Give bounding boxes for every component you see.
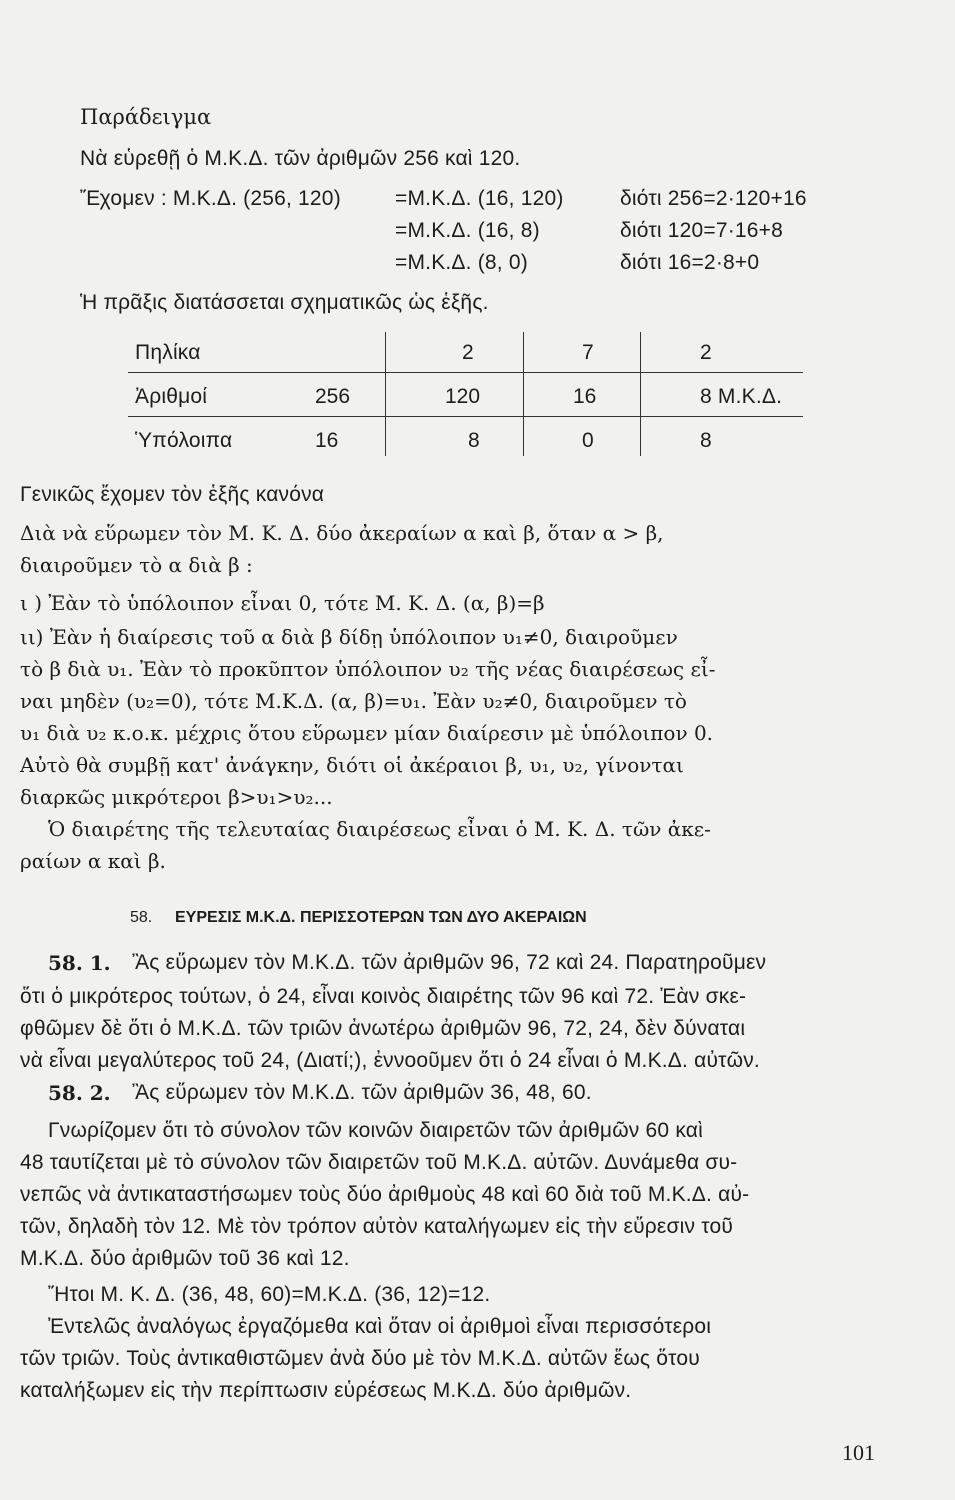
p2-line-3: νεπῶς νὰ ἀντικαταστήσωμεν τοὺς δύο ἀριθμοὺς 48 καὶ 60 διὰ τοῦ Μ.Κ.Δ. αὐ- xyxy=(20,1183,750,1206)
p1-line-3: φθῶμεν δὲ ὅτι ὁ Μ.Κ.Δ. τῶν τριῶν ἀνωτέρω ἀριθμῶν 96, 72, 24, δὲν δύναται xyxy=(20,1017,746,1040)
remainder-3: 0 xyxy=(582,429,594,452)
scheme-intro: Ἡ πρᾶξις διατάσσεται σχηματικῶς ὡς ἑξῆς. xyxy=(80,291,489,314)
number-1: 256 xyxy=(315,385,351,408)
row-label-quotients: Πηλίκα xyxy=(135,341,201,364)
number-2: 120 xyxy=(445,385,481,408)
p2-line-8: τῶν τριῶν. Τοὺς ἀντικαθιστῶμεν ἀνὰ δύο μὲ τὸν Μ.Κ.Δ. αὐτῶν ἕως ὅτου xyxy=(20,1347,700,1370)
rule-line-10: Ὁ διαιρέτης τῆς τελευταίας διαιρέσεως εἶναι ὁ Μ. Κ. Δ. τῶν ἀκε- xyxy=(48,817,711,841)
p2-line-1: Γνωρίζομεν ὅτι τὸ σύνολον τῶν κοινῶν διαιρετῶν τῶν ἀριθμῶν 60 καὶ xyxy=(48,1119,703,1142)
quotient-2: 7 xyxy=(582,341,594,364)
section-number: 58. xyxy=(130,909,153,926)
remainder-4: 8 xyxy=(700,429,712,452)
remainder-2: 8 xyxy=(468,429,480,452)
quotient-3: 2 xyxy=(700,341,712,364)
step-1-reason: διότι 256=2·120+16 xyxy=(620,187,807,210)
example-heading: Παράδειγμα xyxy=(80,105,212,129)
rule-line-2: διαιροῦμεν τὸ α διὰ β : xyxy=(20,553,253,577)
step-1-left: Ἔχομεν : Μ.Κ.Δ. (256, 120) xyxy=(80,187,341,210)
p1-label: 58. 1. xyxy=(48,951,111,975)
rule-line-5: τὸ β διὰ υ₁. Ἐὰν τὸ προκῦπτον ὑπόλοιπον υ₂ τῆς νέας διαιρέσεως εἶ- xyxy=(20,657,716,681)
quotient-1: 2 xyxy=(462,341,474,364)
p2-line-7: Ἐντελῶς ἀναλόγως ἐργαζόμεθα καὶ ὅταν οἱ ἀριθμοὶ εἶναι περισσότεροι xyxy=(48,1315,712,1338)
p2-line-9: καταλήξωμεν εἰς τὴν περίπτωσιν εὑρέσεως Μ.Κ.Δ. δύο ἀριθμῶν. xyxy=(20,1379,632,1402)
p2-line-5: Μ.Κ.Δ. δύο ἀριθμῶν τοῦ 36 καὶ 12. xyxy=(20,1247,350,1270)
section-title: ΕΥΡΕΣΙΣ Μ.Κ.Δ. ΠΕΡΙΣΣΟΤΕΡΩΝ ΤΩΝ ΔΥΟ ΑΚΕΡΑΙΩΝ xyxy=(175,909,587,926)
row-label-numbers: Ἀριθμοί xyxy=(135,385,208,408)
rule-line-9: διαρκῶς μικρότεροι β>υ₁>υ₂... xyxy=(20,785,333,809)
step-2-right: =Μ.Κ.Δ. (16, 8) xyxy=(395,219,540,242)
rule-line-3: ι ) Ἐὰν τὸ ὑπόλοιπον εἶναι 0, τότε Μ. Κ. Δ. (α, β)=β xyxy=(20,591,545,615)
table-vrule-3 xyxy=(640,332,641,456)
example-intro: Νὰ εὑρεθῇ ὁ Μ.Κ.Δ. τῶν ἀριθμῶν 256 καὶ 120. xyxy=(80,147,521,170)
table-vrule-1 xyxy=(385,332,386,456)
row-label-remainders: Ὑπόλοιπα xyxy=(135,429,233,452)
p1-line-4: νὰ εἶναι μεγαλύτερος τοῦ 24, (Διατί;), ἐννοοῦμεν ὅτι ὁ 24 εἶναι ὁ Μ.Κ.Δ. αὐτῶν. xyxy=(20,1049,760,1072)
rule-line-4: ιι) Ἐὰν ἡ διαίρεσις τοῦ α διὰ β δίδῃ ὑπόλοιπον υ₁≠0, διαιροῦμεν xyxy=(20,625,678,649)
rule-line-6: ναι μηδὲν (υ₂=0), τότε Μ.Κ.Δ. (α, β)=υ₁. Ἐὰν υ₂≠0, διαιροῦμεν τὸ xyxy=(20,689,687,713)
p2-line-6: Ἤτοι Μ. Κ. Δ. (36, 48, 60)=Μ.Κ.Δ. (36, 12)=12. xyxy=(48,1283,491,1306)
p2-line-2: 48 ταυτίζεται μὲ τὸ σύνολον τῶν διαιρετῶν τοῦ Μ.Κ.Δ. αὐτῶν. Δυνάμεθα συ- xyxy=(20,1151,738,1174)
rule-line-7: υ₁ διὰ υ₂ κ.ο.κ. μέχρις ὅτου εὕρωμεν μίαν διαίρεσιν μὲ ὑπόλοιπον 0. xyxy=(20,721,714,745)
p2-line-4: τῶν, δηλαδὴ τὸν 12. Μὲ τὸν τρόπον αὐτὸν καταλήγωμεν εἰς τὴν εὕρεσιν τοῦ xyxy=(20,1215,734,1238)
table-vrule-2 xyxy=(523,332,524,456)
p1-line-2: ὅτι ὁ μικρότερος τούτων, ὁ 24, εἶναι κοινὸς διαιρέτης τῶν 96 καὶ 72. Ἐὰν σκε- xyxy=(20,985,747,1008)
step-3-right: =Μ.Κ.Δ. (8, 0) xyxy=(395,251,528,274)
number-3: 16 xyxy=(573,385,597,408)
p2-label: 58. 2. xyxy=(48,1081,111,1105)
step-3-reason: διότι 16=2·8+0 xyxy=(620,251,760,274)
step-2-reason: διότι 120=7·16+8 xyxy=(620,219,784,242)
step-1-right: =Μ.Κ.Δ. (16, 120) xyxy=(395,187,564,210)
table-rule-1 xyxy=(128,372,803,373)
p2-first: Ἂς εὕρωμεν τὸν Μ.Κ.Δ. τῶν ἀριθμῶν 36, 48, 60. xyxy=(132,1081,592,1104)
p1-line-1: Ἂς εὕρωμεν τὸν Μ.Κ.Δ. τῶν ἀριθμῶν 96, 72 καὶ 24. Παρατηροῦμεν xyxy=(132,951,767,974)
number-4-gcd: 8 Μ.Κ.Δ. xyxy=(700,385,783,408)
table-rule-2 xyxy=(128,416,803,417)
page-number: 101 xyxy=(842,1440,875,1465)
rule-intro: Γενικῶς ἔχομεν τὸν ἑξῆς κανόνα xyxy=(20,483,325,506)
rule-line-11: ραίων α καὶ β. xyxy=(20,849,166,873)
rule-line-1: Διὰ νὰ εὕρωμεν τὸν Μ. Κ. Δ. δύο ἀκεραίων α καὶ β, ὅταν α > β, xyxy=(20,521,664,545)
rule-line-8: Αὐτὸ θὰ συμβῇ κατ' ἀνάγκην, διότι οἱ ἀκέραιοι β, υ₁, υ₂, γίνονται xyxy=(20,753,684,777)
remainder-1: 16 xyxy=(315,429,339,452)
